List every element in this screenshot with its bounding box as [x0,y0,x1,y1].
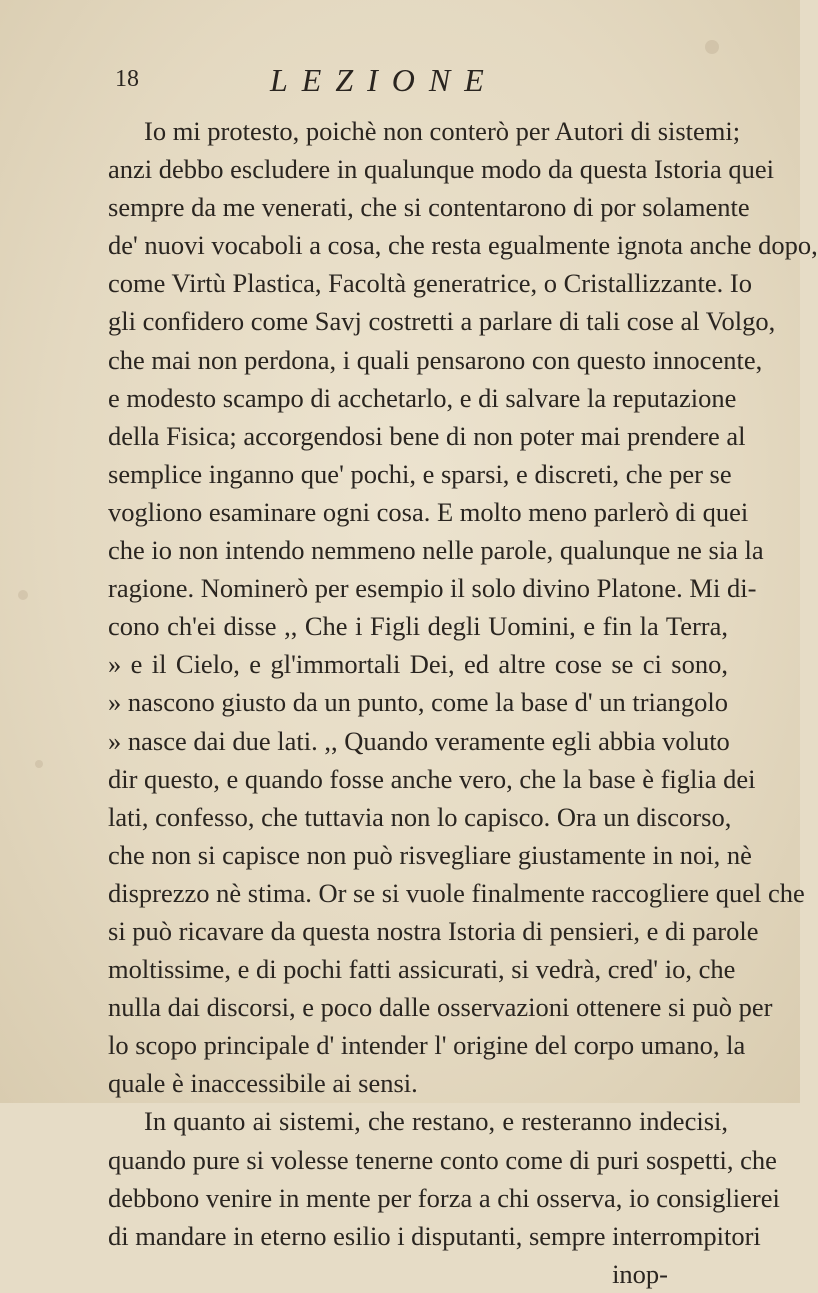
text-line: vogliono esaminare ogni cosa. E molto meno parlerò di quei [108,496,749,527]
body-text [108,112,818,1293]
text-line: moltissime, e di pochi fatti assicurati, si vedrà, cred' io, che [108,954,736,985]
text-line: come Virtù Plastica, Facoltà generatrice, o Cristallizzante. Io [108,268,752,299]
paper-stain [35,760,43,768]
text-line: lati, confesso, che tuttavia non lo capisco. Ora un discorso, [108,801,732,832]
text-line: Io mi protesto, poichè non conterò per Autori di sistemi; [144,116,741,146]
text-line: » nasce dai due lati. ,, Quando veramente egli abbia voluto [108,725,730,756]
text-line: » e il Cielo, e gl'immortali Dei, ed altre cose se ci sono, [108,649,728,680]
running-title: LEZIONE [270,62,498,98]
text-line: anzi debbo escludere in qualunque modo da questa Istoria quei [108,154,774,185]
text-line: quale è inaccessibile ai sensi. [108,1068,418,1099]
text-line: disprezzo nè stima. Or se si vuole finalmente raccogliere quel che [108,877,805,908]
text-line: che mai non perdona, i quali pensarono con questo innocente, [108,344,763,375]
page-header [0,62,800,102]
text-line: si può ricavare da questa nostra Istoria di pensieri, e di parole [108,915,759,946]
text-line: della Fisica; accorgendosi bene di non poter mai prendere al [108,420,746,451]
text-line: In quanto ai sistemi, che restano, e resteranno indecisi, [144,1106,728,1137]
text-line: ragione. Nominerò per esempio il solo divino Platone. Mi di- [108,573,757,604]
text-line: de' nuovi vocaboli a cosa, che resta egualmente ignota anche dopo, [108,230,818,261]
text-line: sempre da me venerati, che si contentarono di por solamente [108,192,750,223]
text-line: » nascono giusto da un punto, come la base d' un triangolo [108,687,729,718]
text-line: che io non intendo nemmeno nelle parole, qualunque ne sia la [108,535,764,566]
text-line: gli confidero come Savj costretti a parlare di tali cose al Volgo, [108,306,776,337]
paper-stain [705,40,719,54]
text-line: di mandare in eterno esilio i disputanti, sempre interrompitori [108,1220,761,1251]
text-line: debbono venire in mente per forza a chi osserva, io consiglierei [108,1182,780,1213]
catchword: inop- [612,1258,668,1289]
paper-stain [18,590,28,600]
text-line: lo scopo principale d' intender l' origine del corpo umano, la [108,1030,746,1061]
text-line: nulla dai discorsi, e poco dalle osservazioni ottenere si può per [108,992,773,1023]
text-line: dir questo, e quando fosse anche vero, che la base è figlia dei [108,763,756,794]
page-number: 18 [115,66,139,92]
text-line: quando pure si volesse tenerne conto come di puri sospetti, che [108,1144,777,1175]
text-line: semplice inganno que' pochi, e sparsi, e discreti, che per se [108,458,732,489]
text-line: cono ch'ei disse ,, Che i Figli degli Uomini, e fin la Terra, [108,611,728,642]
text-line: e modesto scampo di acchetarlo, e di salvare la reputazione [108,382,737,413]
text-line: che non si capisce non può risvegliare giustamente in noi, nè [108,839,752,870]
